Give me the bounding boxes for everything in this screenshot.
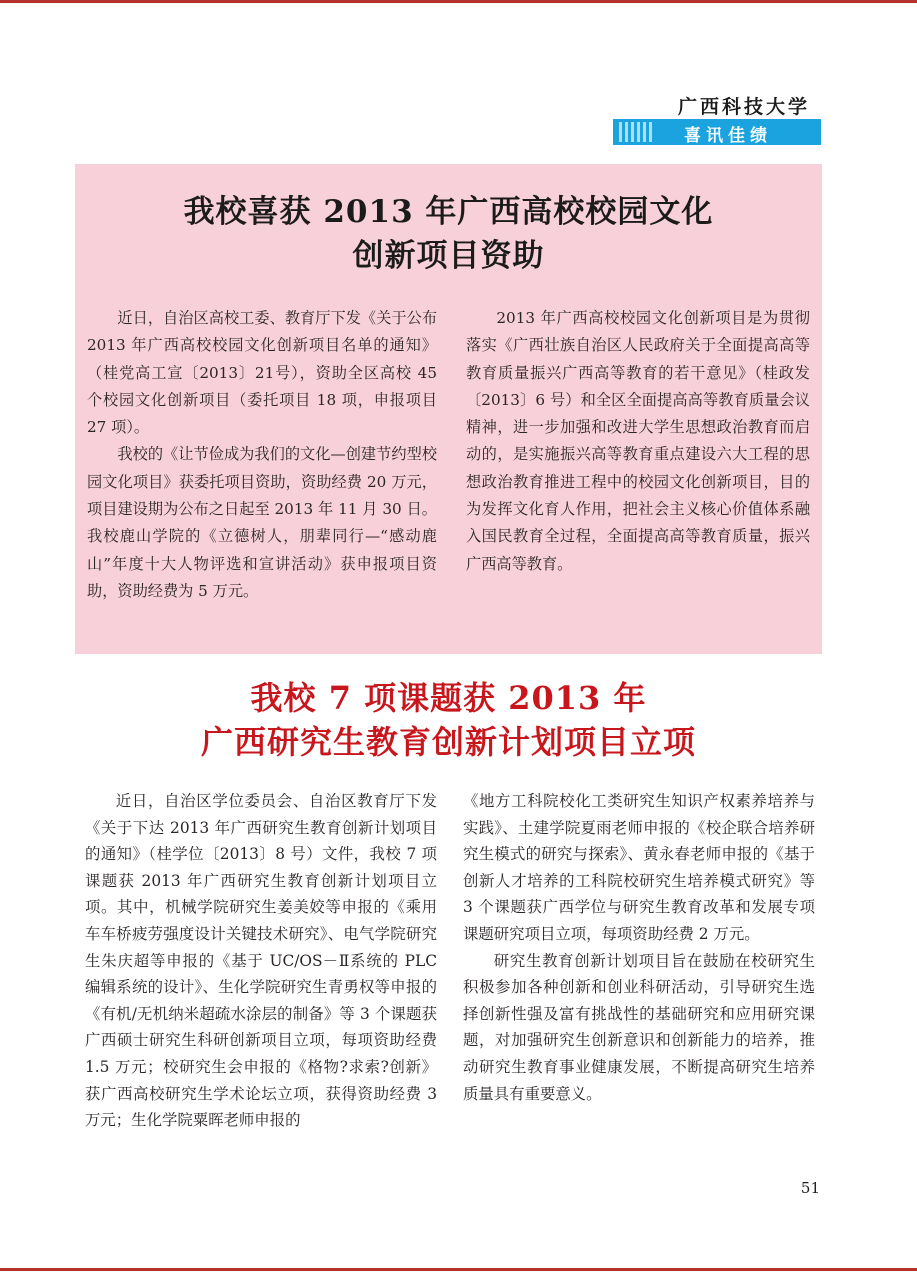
article1-paragraph: 我校的《让节俭成为我们的文化—创建节约型校园文化项目》获委托项目资助，资助经费 20 万元，项目建设期为公布之日起至 2013 年 11 月 30 日。我校鹿山学院的《立德树人，朋辈同行—“感动鹿山”年度十大人物评选和宣讲活动》获申报项目资助，资助经费为 5 万元。 xyxy=(87,445,437,600)
section-banner xyxy=(613,119,821,145)
article1-paragraph: 近日，自治区高校工委、教育厅下发《关于公布 2013 年广西高校校园文化创新项目名单的通知》（桂党高工宣〔2013〕21号），资助全区高校 45 个校园文化创新项目（委托项目 18 项，申报项目 27 项）。 xyxy=(87,309,437,437)
article1-title xyxy=(75,190,822,278)
article2-paragraph-continuation: 《地方工科院校化工类研究生知识产权素养培养与实践》、土建学院夏雨老师申报的《校企联合培养研究生模式的研究与探索》、黄永春老师申报的《基于创新人才培养的工科院校研究生培养模式研究》等 3 个课题获广西学位与研究生教育改革和发展专项课题研究项目立项，每项资助经费 2 万元。 xyxy=(463,792,815,943)
bottom-border-rule xyxy=(0,1268,917,1271)
article2-title xyxy=(75,676,822,764)
article1-right-column xyxy=(466,305,810,578)
article2-paragraph: 研究生教育创新计划项目旨在鼓励在校研究生积极参加各种创新和创业科研活动，引导研究生选择创新性强及富有挑战性的基础研究和应用研究课题，对加强研究生创新意识和创新能力的培养，推动研究生教育事业健康发展，不断提高研究生培养质量具有重要意义。 xyxy=(463,951,815,1103)
article1-title-line1: 我校喜获 2013 年广西高校校园文化 xyxy=(183,194,714,230)
top-border-rule xyxy=(0,0,917,3)
article2-title-line2: 广西研究生教育创新计划项目立项 xyxy=(200,723,696,761)
article2-left-column xyxy=(85,788,437,1134)
article1-left-column xyxy=(87,305,437,605)
header-school-name: 广西科技大学 xyxy=(677,96,810,118)
section-label: 喜讯佳绩 xyxy=(684,126,772,145)
article1-paragraph: 2013 年广西高校校园文化创新项目是为贯彻落实《广西壮族自治区人民政府关于全面提高高等教育质量振兴广西高等教育的若干意见》（桂政发〔2013〕6 号）和全区全面提高高等教育质量会议精神，进一步加强和改进大学生思想政治教育而启动的，是实施振兴高等教育重点建设六大工程的思想政治教育推进工程中的校园文化创新项目，目的为发挥文化育人作用，把社会主义核心价值体系融入国民教育全过程，全面提高高等教育质量，振兴广西高等教育。 xyxy=(466,309,810,573)
article1-title-line2: 创新项目资助 xyxy=(352,238,545,274)
page-number: 51 xyxy=(800,1179,820,1197)
article2-right-column xyxy=(463,788,815,1107)
article2-title-line1: 我校 7 项课题获 2013 年 xyxy=(250,679,647,717)
article2-paragraph: 近日，自治区学位委员会、自治区教育厅下发《关于下达 2013 年广西研究生教育创新计划项目的通知》（桂学位〔2013〕8 号）文件，我校 7 项课题获 2013 年广西研究生教育创新计划项目立项。其中，机械学院研究生姜美姣等申报的《乘用车车桥疲劳强度设计关键技术研究》、电气学院研究生朱庆超等申报的《基于 UC/OS－Ⅱ系统的 PLC 编辑系统的设计》、生化学院研究生青勇权等申报的《有机/无机纳米超疏水涂层的制备》等 3 个课题获广西硕士研究生科研创新项目立项，每项资助经费 1.5 万元；校研究生会申报的《格物?求索?创新》获广西高校研究生学术论坛立项，获得资助经费 3 万元；生化学院粟晖老师申报的 xyxy=(85,792,437,1130)
